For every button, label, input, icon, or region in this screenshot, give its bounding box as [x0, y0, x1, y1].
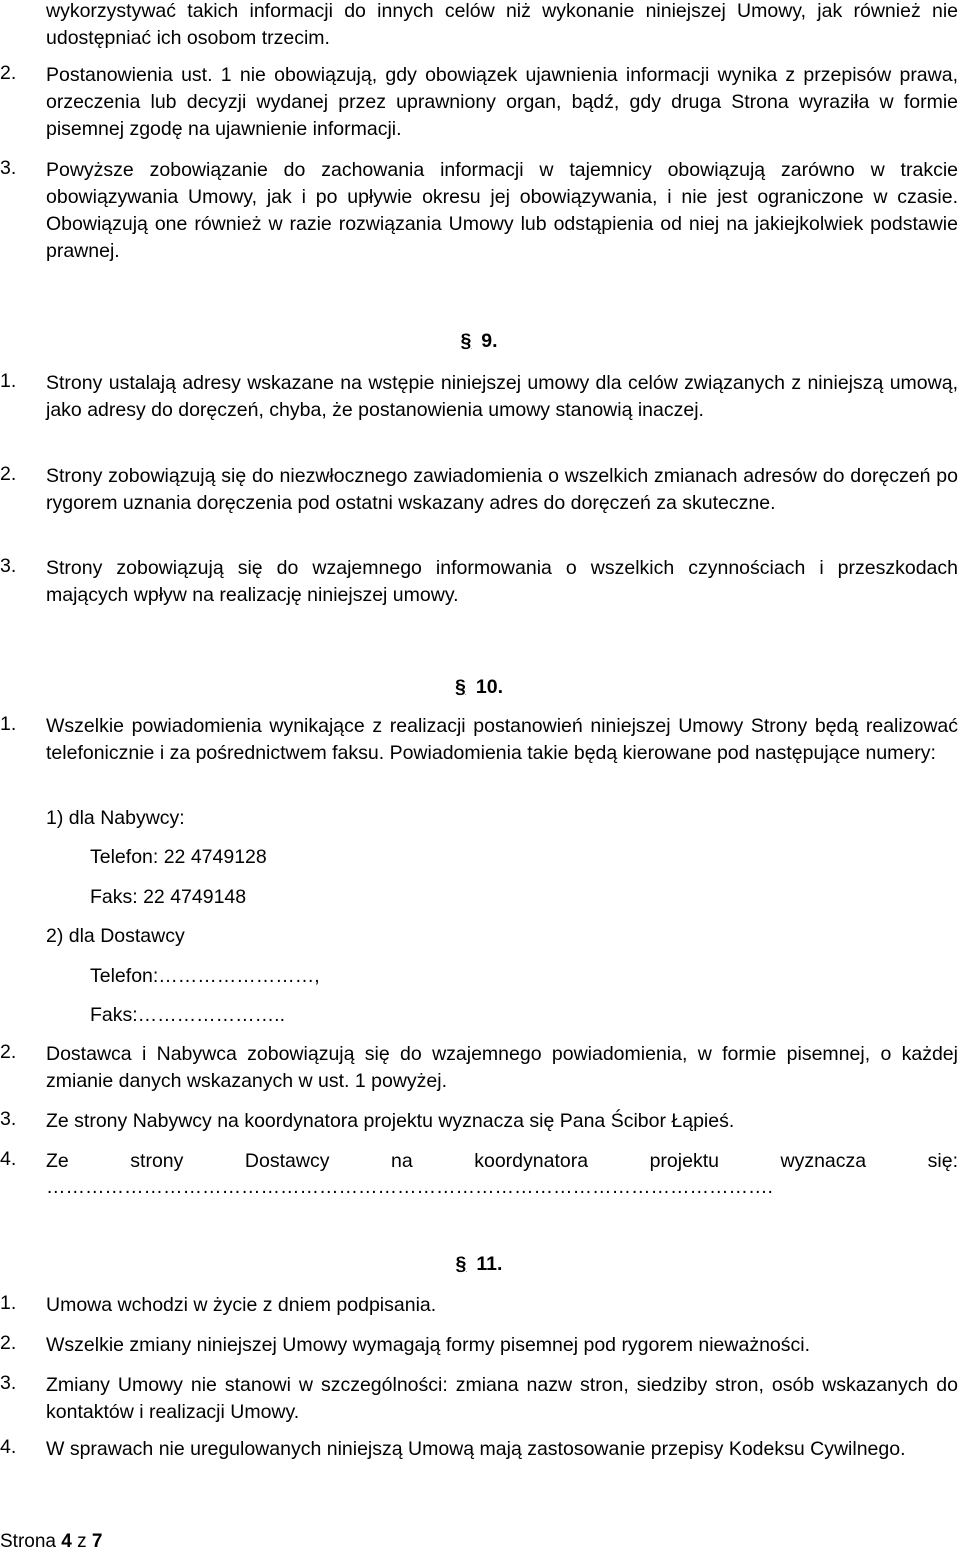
paragraph-text: wykorzystywać takich informacji do innych celów niż wykonanie niniejszej Umowy, jak również nie udostępniać ich osobom trzecim.: [46, 0, 958, 49]
item-text: Wszelkie zmiany niniejszej Umowy wymagają formy pisemnej pod rygorem nieważności.: [46, 1334, 811, 1356]
item-text: Strony zobowiązują się do wzajemnego informowania o wszelkich czynnościach i przeszkodach mających wpływ na realizację niniejszej umowy.: [46, 557, 958, 606]
section-number: 11.: [476, 1253, 503, 1275]
section-number: 10.: [475, 676, 503, 698]
list-item: [0, 713, 958, 767]
list-item: [0, 1108, 958, 1135]
section-symbol: §: [460, 330, 472, 352]
item-text: Umowa wchodzi w życie z dniem podpisania.: [46, 1294, 437, 1316]
buyer-fax: Faks: 22 4749148: [90, 886, 247, 908]
item-number: 3.: [0, 555, 17, 577]
item-text: Ze strony Nabywcy na koordynatora projektu wyznacza się Pana Ścibor Łąpieś.: [46, 1110, 735, 1132]
list-item: [0, 1041, 958, 1095]
buyer-phone: Telefon: 22 4749128: [90, 846, 267, 868]
list-item: [0, 1292, 958, 1319]
item-text: Strony zobowiązują się do niezwłocznego zawiadomienia o wszelkich zmianach adresów do doręczeń po rygorem uznania doręczenia pod ostatni wskazany adres do doręczeń za skuteczne.: [46, 465, 958, 514]
list-item: [0, 62, 958, 143]
section-symbol: §: [455, 676, 466, 698]
list-item: [0, 157, 958, 265]
page-footer: [0, 1531, 102, 1553]
item-number: 2.: [0, 463, 17, 485]
item-text: Powyższe zobowiązanie do zachowania informacji w tajemnicy obowiązują zarówno w trakcie obowiązywania Umowy, jak i po upływie okresu jej obowiązywania, i nie jest ograniczone w czasie. Obowiązują one również w razie rozwiązania Umowy lub odstąpienia od niej na jakiejkolwiek podstawie prawnej.: [46, 159, 958, 262]
item-number: 2.: [0, 62, 17, 84]
item-number: 2.: [0, 1041, 17, 1063]
list-item: [0, 463, 958, 517]
footer-total-pages: 7: [91, 1531, 103, 1552]
list-item: [0, 555, 958, 609]
list-item: [0, 1332, 958, 1359]
list-item: [0, 1436, 958, 1463]
section-symbol: §: [455, 1253, 467, 1275]
footer-prefix: Strona: [0, 1531, 56, 1552]
item-number: 4.: [0, 1436, 17, 1458]
footer-page-number: 4: [61, 1531, 72, 1552]
item-number: 3.: [0, 1372, 17, 1394]
section-heading-10: [0, 676, 958, 699]
item-number: 2.: [0, 1332, 17, 1354]
section-heading-9: [0, 330, 958, 353]
item-text: Postanowienia ust. 1 nie obowiązują, gdy obowiązek ujawnienia informacji wynika z przepisów prawa, orzeczenia lub decyzji wydanej przez uprawniony organ, bądź, gdy druga Strona wyraziła w formie pisemnej zgodę na ujawnienie informacji.: [46, 64, 958, 140]
item-text: Ze strony Dostawcy na koordynatora projektu wyznacza się:: [46, 1150, 958, 1172]
item-number: 1.: [0, 1292, 17, 1314]
dotted-fill-line: ………………………………………………………………………………………………….: [46, 1176, 773, 1198]
supplier-contact-heading: 2) dla Dostawcy: [46, 925, 185, 947]
list-item: [0, 370, 958, 424]
list-item: [0, 1148, 958, 1175]
item-number: 3.: [0, 1108, 17, 1130]
section-number: 9.: [481, 330, 498, 352]
footer-separator: z: [77, 1531, 87, 1552]
item-text: Dostawca i Nabywca zobowiązują się do wzajemnego powiadomienia, w formie pisemnej, o każdej zmianie danych wskazanych w ust. 1 powyżej.: [46, 1043, 958, 1092]
item-text: Strony ustalają adresy wskazane na wstępie niniejszej umowy dla celów związanych z niniejszą umową, jako adresy do doręczeń, chyba, że postanowienia umowy stanowią inaczej.: [46, 372, 958, 421]
item-number: 1.: [0, 370, 17, 392]
item-text: Wszelkie powiadomienia wynikające z realizacji postanowień niniejszej Umowy Strony będą realizować telefonicznie i za pośrednictwem faksu. Powiadomienia takie będą kierowane pod następujące numery:: [46, 715, 958, 764]
section-heading-11: [0, 1253, 958, 1276]
supplier-phone: Telefon:……………………,: [90, 965, 320, 987]
item-number: 3.: [0, 157, 17, 179]
supplier-fax: Faks:…………………..: [90, 1004, 286, 1026]
continuation-paragraph: [0, 0, 958, 52]
buyer-contact-heading: 1) dla Nabywcy:: [46, 807, 185, 829]
item-text: Zmiany Umowy nie stanowi w szczególności: zmiana nazw stron, siedziby stron, osób wskazanych do kontaktów i realizacji Umowy.: [46, 1374, 958, 1423]
item-number: 1.: [0, 713, 17, 735]
item-number: 4.: [0, 1148, 17, 1170]
list-item: [0, 1372, 958, 1426]
item-text: W sprawach nie uregulowanych niniejszą Umową mają zastosowanie przepisy Kodeksu Cywilnego.: [46, 1438, 906, 1460]
